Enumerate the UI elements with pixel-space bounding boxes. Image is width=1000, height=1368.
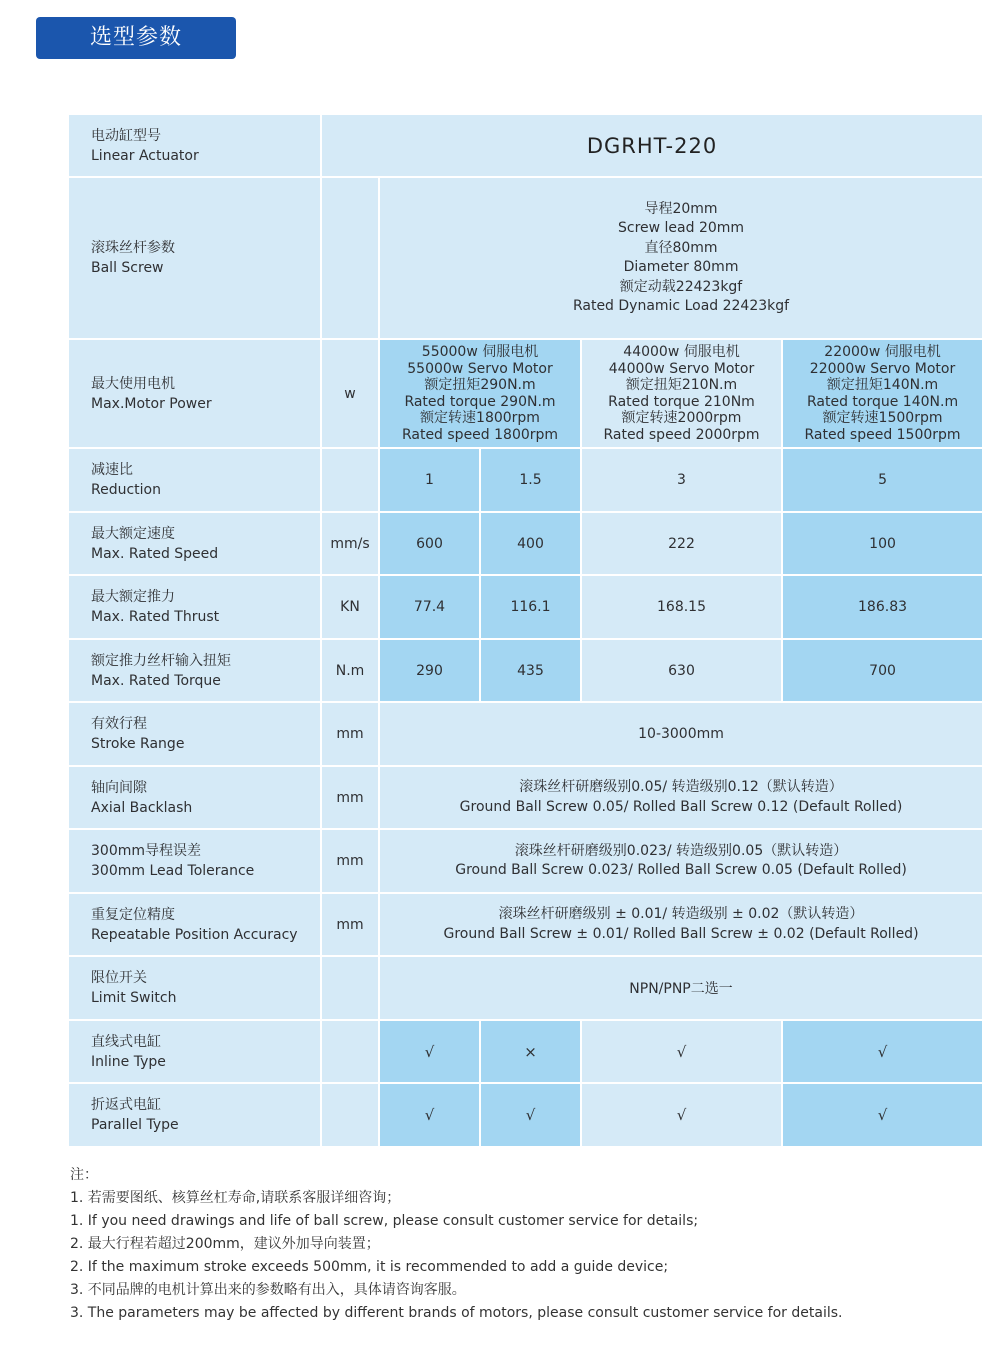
reduction-label-cn: 减速比 <box>91 462 133 478</box>
model-label-en: Linear Actuator <box>91 147 199 164</box>
thrust-unit: KN <box>321 575 379 639</box>
note-line: 注： <box>70 1167 98 1183</box>
thrust-value: 77.4 <box>379 575 480 639</box>
motor-line: 额定扭矩140N.m <box>826 377 939 393</box>
motor-line: 额定扭矩290N.m <box>424 377 536 393</box>
note-line: 1. If you need drawings and life of ball screw, please consult customer service for details; <box>70 1213 699 1229</box>
limit-switch-label-cn: 限位开关 <box>91 970 147 986</box>
inline-type-mark: √ <box>379 1020 480 1083</box>
motor-label-en: Max.Motor Power <box>91 395 212 412</box>
ball-screw-line: 额定动载22423kgf <box>619 278 743 295</box>
parallel-type-mark: √ <box>480 1083 581 1147</box>
section-title-banner <box>36 17 236 59</box>
motor-option-1 <box>379 339 581 448</box>
motor-line: 44000w 伺服电机 <box>623 344 740 360</box>
stroke-unit: mm <box>321 702 379 766</box>
row-limit-switch <box>68 956 983 1020</box>
motor-line: 55000w 伺服电机 <box>421 344 539 360</box>
torque-label-en: Max. Rated Torque <box>91 672 221 689</box>
thrust-label-cn: 最大额定推力 <box>91 589 175 605</box>
inline-type-label <box>68 1020 321 1083</box>
parallel-type-label-en: Parallel Type <box>91 1117 179 1133</box>
inline-type-label-en: Inline Type <box>91 1053 166 1070</box>
thrust-value: 186.83 <box>782 575 983 639</box>
lead-tolerance-value-cn: 滚珠丝杆研磨级别0.023/ 转造级别0.05（默认转造） <box>514 842 848 859</box>
stroke-value: 10-3000mm <box>379 702 983 766</box>
repeat-accuracy-label <box>68 893 321 956</box>
ball-screw-values <box>379 177 983 339</box>
thrust-value: 116.1 <box>480 575 581 639</box>
note-line: 1. 若需要图纸、核算丝杠寿命,请联系客服详细咨询； <box>70 1190 401 1206</box>
torque-label <box>68 639 321 702</box>
thrust-label-en: Max. Rated Thrust <box>91 609 220 625</box>
spec-table <box>67 113 984 1148</box>
motor-line: Rated speed 2000rpm <box>603 426 760 443</box>
row-repeat-accuracy <box>68 893 983 956</box>
model-value-cell <box>321 114 983 177</box>
section-title: 选型参数 <box>89 25 182 50</box>
row-backlash <box>68 766 983 829</box>
row-speed <box>68 512 983 575</box>
torque-value: 435 <box>480 639 581 702</box>
limit-switch-label-en: Limit Switch <box>91 990 177 1006</box>
ball-screw-line: 导程20mm <box>644 200 718 217</box>
note-line: 2. 最大行程若超过200mm，建议外加导向装置； <box>70 1236 380 1252</box>
motor-line: 额定扭矩210N.m <box>625 377 738 393</box>
repeat-accuracy-value-en: Ground Ball Screw ± 0.01/ Rolled Ball Screw ± 0.02 (Default Rolled) <box>443 925 919 942</box>
motor-line: Rated torque 290N.m <box>404 393 556 410</box>
speed-value: 400 <box>480 512 581 575</box>
row-motor <box>68 339 983 448</box>
reduction-value: 1 <box>379 448 480 512</box>
ball-screw-unit <box>321 177 379 339</box>
inline-type-unit <box>321 1020 379 1083</box>
ball-screw-line: 直径80mm <box>644 239 718 256</box>
row-torque <box>68 639 983 702</box>
backlash-label <box>68 766 321 829</box>
speed-value: 600 <box>379 512 480 575</box>
parallel-type-mark: √ <box>379 1083 480 1147</box>
motor-line: 额定转速1500rpm <box>822 410 943 426</box>
motor-line: Rated speed 1500rpm <box>804 426 961 443</box>
inline-type-mark: √ <box>581 1020 782 1083</box>
ball-screw-label-cn: 滚珠丝杆参数 <box>91 240 175 256</box>
motor-line: 额定转速2000rpm <box>621 410 742 426</box>
repeat-accuracy-label-cn: 重复定位精度 <box>91 906 175 923</box>
row-lead-tolerance <box>68 829 983 893</box>
reduction-unit <box>321 448 379 512</box>
limit-switch-label <box>68 956 321 1020</box>
inline-type-mark: × <box>480 1020 581 1083</box>
speed-label-cn: 最大额定速度 <box>91 525 175 542</box>
model-label-cn: 电动缸型号 <box>91 127 161 144</box>
stroke-label-en: Stroke Range <box>91 736 185 752</box>
motor-unit: w <box>321 339 379 448</box>
row-inline-type <box>68 1020 983 1083</box>
inline-type-mark: √ <box>782 1020 983 1083</box>
thrust-label <box>68 575 321 639</box>
torque-label-cn: 额定推力丝杆输入扭矩 <box>91 652 231 669</box>
torque-value: 290 <box>379 639 480 702</box>
row-parallel-type <box>68 1083 983 1147</box>
repeat-accuracy-unit: mm <box>321 893 379 956</box>
note-line: 2. If the maximum stroke exceeds 500mm, it is recommended to add a guide device; <box>70 1259 669 1275</box>
backlash-label-cn: 轴向间隙 <box>91 779 147 796</box>
motor-line: Rated speed 1800rpm <box>401 426 559 443</box>
stroke-label <box>68 702 321 766</box>
row-reduction <box>68 448 983 512</box>
repeat-accuracy-label-en: Repeatable Position Accuracy <box>91 926 298 943</box>
ball-screw-label-en: Ball Screw <box>91 260 164 276</box>
torque-value: 700 <box>782 639 983 702</box>
backlash-label-en: Axial Backlash <box>91 799 193 816</box>
note-line: 3. 不同品牌的电机计算出来的参数略有出入，具体请咨询客服。 <box>70 1282 466 1298</box>
ball-screw-label <box>68 177 321 339</box>
repeat-accuracy-value <box>379 893 983 956</box>
lead-tolerance-value <box>379 829 983 893</box>
backlash-value <box>379 766 983 829</box>
motor-option-2 <box>581 339 782 448</box>
parallel-type-mark: √ <box>581 1083 782 1147</box>
limit-switch-unit <box>321 956 379 1020</box>
backlash-unit: mm <box>321 766 379 829</box>
ball-screw-line: Diameter 80mm <box>623 259 739 275</box>
row-stroke <box>68 702 983 766</box>
speed-label <box>68 512 321 575</box>
motor-option-3 <box>782 339 983 448</box>
reduction-value: 5 <box>782 448 983 512</box>
repeat-accuracy-value-cn: 滚珠丝杆研磨级别 ± 0.01/ 转造级别 ± 0.02（默认转造） <box>498 906 864 922</box>
model-label <box>68 114 321 177</box>
motor-line: Rated torque 140N.m <box>806 393 959 410</box>
thrust-value: 168.15 <box>581 575 782 639</box>
speed-label-en: Max. Rated Speed <box>91 545 219 562</box>
ball-screw-line: Rated Dynamic Load 22423kgf <box>572 298 790 314</box>
notes <box>70 1164 842 1325</box>
lead-tolerance-label-en: 300mm Lead Tolerance <box>91 863 255 879</box>
row-model <box>68 114 983 177</box>
motor-line: 22000w Servo Motor <box>809 360 956 377</box>
model-value: DGRHT-220 <box>586 133 718 158</box>
reduction-value: 1.5 <box>480 448 581 512</box>
parallel-type-label <box>68 1083 321 1147</box>
reduction-label <box>68 448 321 512</box>
motor-line: Rated torque 210Nm <box>608 393 755 410</box>
torque-value: 630 <box>581 639 782 702</box>
stroke-label-cn: 有效行程 <box>91 716 147 732</box>
row-thrust <box>68 575 983 639</box>
motor-label-cn: 最大使用电机 <box>91 375 175 392</box>
row-ball-screw <box>68 177 983 339</box>
torque-unit: N.m <box>321 639 379 702</box>
limit-switch-value: NPN/PNP二选一 <box>379 956 983 1020</box>
speed-unit: mm/s <box>321 512 379 575</box>
motor-line: 额定转速1800rpm <box>420 410 540 426</box>
speed-value: 100 <box>782 512 983 575</box>
lead-tolerance-label-cn: 300mm导程误差 <box>91 843 201 859</box>
lead-tolerance-value-en: Ground Ball Screw 0.023/ Rolled Ball Screw 0.05 (Default Rolled) <box>455 862 907 878</box>
backlash-value-cn: 滚珠丝杆研磨级别0.05/ 转造级别0.12（默认转造） <box>519 779 843 795</box>
parallel-type-unit <box>321 1083 379 1147</box>
lead-tolerance-label <box>68 829 321 893</box>
lead-tolerance-unit: mm <box>321 829 379 893</box>
reduction-label-en: Reduction <box>91 482 161 498</box>
ball-screw-line: Screw lead 20mm <box>617 220 745 236</box>
parallel-type-mark: √ <box>782 1083 983 1147</box>
motor-line: 22000w 伺服电机 <box>824 344 941 360</box>
reduction-value: 3 <box>581 448 782 512</box>
backlash-value-en: Ground Ball Screw 0.05/ Rolled Ball Screw 0.12 (Default Rolled) <box>459 798 903 815</box>
parallel-type-label-cn: 折返式电缸 <box>91 1097 161 1113</box>
motor-line: 44000w Servo Motor <box>608 360 755 377</box>
speed-value: 222 <box>581 512 782 575</box>
motor-line: 55000w Servo Motor <box>407 360 553 377</box>
motor-label <box>68 339 321 448</box>
note-line: 3. The parameters may be affected by different brands of motors, please consult customer service for details. <box>70 1305 843 1321</box>
inline-type-label-cn: 直线式电缸 <box>91 1033 161 1050</box>
